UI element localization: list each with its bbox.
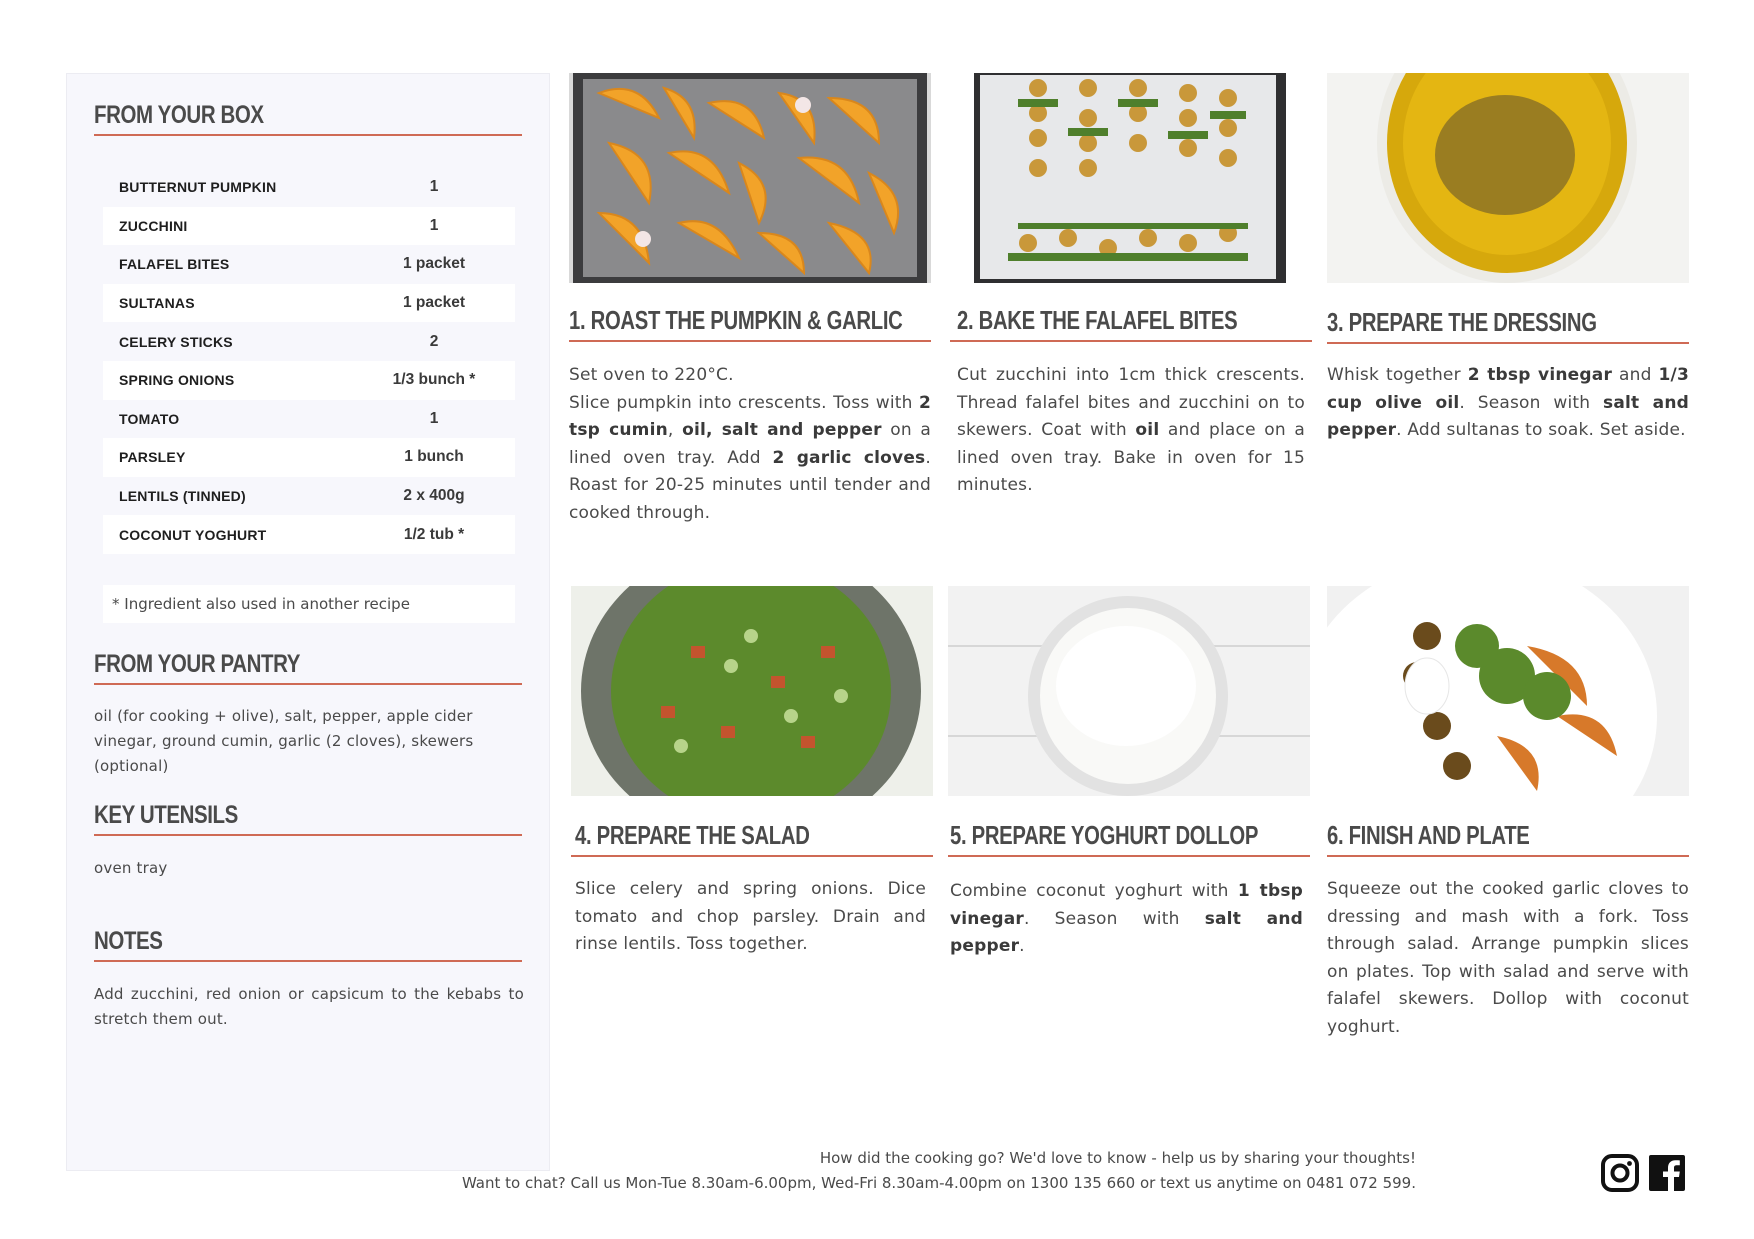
ingredient-quantity: 1: [429, 216, 439, 234]
ingredient-quantity: 2: [429, 332, 439, 350]
step-6-photo-plated-dish: [1327, 586, 1689, 796]
ingredient-row: [103, 400, 515, 439]
ingredient-note: * Ingredient also used in another recipe: [103, 585, 515, 623]
ingredient-name: CELERY STICKS: [119, 333, 233, 350]
ingredient-quantity: 1/2 tub *: [403, 525, 465, 543]
facebook-icon[interactable]: [1648, 1154, 1686, 1192]
ingredient-name: SULTANAS: [119, 295, 195, 312]
utensils-text: oven tray: [94, 859, 168, 877]
contact-info: Want to chat? Call us Mon-Tue 8.30am-6.00pm, Wed-Fri 8.30am-4.00pm on 1300 135 660 or text us anytime on 0481 072 599.: [461, 1174, 1416, 1192]
ingredient-quantity: 1 bunch: [404, 448, 464, 466]
section-divider: [94, 134, 522, 136]
from-your-box-heading: FROM YOUR BOX: [94, 101, 264, 129]
emphasised-text: oil, salt and pepper: [682, 420, 882, 440]
step-4-title: 4. PREPARE THE SALAD: [575, 820, 810, 850]
instruction-text: . Add sultanas to soak. Set aside.: [1396, 420, 1686, 440]
instruction-text: Slice pumpkin into crescents. Toss with: [569, 392, 919, 413]
instruction-text: on a lined oven tray. Add: [569, 420, 931, 468]
step-4-instructions: [575, 876, 926, 959]
emphasised-text: 2 garlic cloves: [772, 447, 926, 468]
ingredient-quantity: 1 packet: [402, 255, 466, 273]
instruction-text: . Season with: [1023, 908, 1205, 929]
ingredient-table: [103, 168, 515, 554]
step-1-photo-roast-pumpkin: [569, 73, 931, 283]
instruction-text: Combine coconut yoghurt with: [950, 881, 1238, 901]
instruction-text: and place on a lined oven tray. Bake in oven for 15 minutes.: [957, 420, 1305, 495]
ingredient-row: [103, 207, 515, 246]
instruction-text: ,: [667, 420, 683, 440]
section-divider: [94, 960, 522, 962]
step-6-instructions: [1327, 876, 1689, 1041]
instruction-text: .: [1019, 936, 1025, 956]
instruction-text: and: [1612, 365, 1659, 385]
step-3-title: 3. PREPARE THE DRESSING: [1327, 307, 1597, 337]
instruction-text: . Roast for 20-25 minutes until tender and cooked through.: [569, 447, 931, 523]
notes-heading: NOTES: [94, 927, 163, 955]
instagram-icon[interactable]: [1601, 1154, 1639, 1192]
step-1-instructions: [569, 362, 931, 527]
ingredient-quantity: 2 x 400g: [403, 487, 465, 505]
section-divider: [94, 834, 522, 836]
step-1-title: 1. ROAST THE PUMPKIN & GARLIC: [569, 305, 903, 335]
ingredient-row: [103, 515, 515, 554]
instruction-text: Squeeze out the cooked garlic cloves to dressing and mash with a fork. Toss through salad. Arrange pumpkin slices on plates. Top with salad and serve with falafel skewers. Dollop with coconut yoghurt.: [1327, 879, 1689, 1037]
step-divider: [569, 340, 931, 342]
from-your-pantry-heading: FROM YOUR PANTRY: [94, 650, 301, 678]
step-divider: [948, 855, 1310, 857]
step-5-title: 5. PREPARE YOGHURT DOLLOP: [950, 820, 1259, 850]
section-divider: [94, 683, 522, 685]
step-3-photo-dressing: [1327, 73, 1689, 283]
step-divider: [950, 340, 1312, 342]
feedback-prompt: How did the cooking go? We'd love to know - help us by sharing your thoughts!: [819, 1149, 1416, 1167]
step-divider: [571, 855, 933, 857]
ingredient-name: FALAFEL BITES: [119, 256, 230, 273]
ingredient-quantity: 1: [429, 409, 439, 427]
step-2-instructions: [957, 362, 1305, 500]
ingredient-row: [103, 284, 515, 323]
ingredient-name: BUTTERNUT PUMPKIN: [119, 179, 277, 196]
ingredient-row: [103, 438, 515, 477]
step-3-instructions: [1327, 362, 1689, 445]
step-5-photo-yoghurt: [948, 586, 1310, 796]
instruction-text: Slice celery and spring onions. Dice tomato and chop parsley. Drain and rinse lentils. Toss together.: [575, 879, 926, 954]
emphasised-text: salt and pepper: [950, 908, 1304, 956]
instruction-text: Cut zucchini into 1cm thick crescents. Thread falafel bites and zucchini on to skewers. Coat with: [957, 365, 1305, 440]
ingredient-name: COCONUT YOGHURT: [119, 526, 267, 543]
step-2-photo-falafel-skewers: [948, 73, 1310, 283]
step-2-title: 2. BAKE THE FALAFEL BITES: [957, 305, 1238, 335]
step-5-instructions: [950, 878, 1303, 961]
emphasised-text: 1/3 cup olive oil: [1327, 365, 1689, 413]
ingredient-row: [103, 361, 515, 400]
ingredient-name: TOMATO: [119, 410, 180, 427]
notes-text: Add zucchini, red onion or capsicum to the kebabs to stretch them out.: [94, 985, 524, 1028]
ingredient-row: [103, 245, 515, 284]
ingredient-quantity: 1/3 bunch *: [392, 371, 476, 389]
ingredient-row: [103, 322, 515, 361]
emphasised-text: salt and pepper: [1327, 392, 1689, 440]
ingredient-name: SPRING ONIONS: [119, 372, 235, 389]
ingredient-name: ZUCCHINI: [119, 217, 188, 234]
step-divider: [1327, 342, 1689, 344]
ingredients-panel: [66, 73, 550, 1171]
step-divider: [1327, 855, 1689, 857]
key-utensils-heading: KEY UTENSILS: [94, 801, 238, 829]
ingredient-name: LENTILS (TINNED): [119, 488, 246, 505]
ingredient-name: PARSLEY: [119, 449, 186, 466]
emphasised-text: 1 tbsp vinegar: [950, 881, 1304, 929]
instruction-text: Set oven to 220°C.: [569, 365, 734, 385]
step-4-photo-salad: [571, 586, 933, 796]
ingredient-row: [103, 477, 515, 516]
emphasised-text: oil: [1135, 420, 1160, 440]
ingredient-row: [103, 168, 515, 207]
emphasised-text: 2 tbsp vinegar: [1467, 365, 1613, 385]
ingredient-quantity: 1: [429, 178, 439, 196]
pantry-text: oil (for cooking + olive), salt, pepper, apple cider vinegar, ground cumin, garlic (2 cloves), skewers (optional): [94, 707, 474, 775]
ingredient-quantity: 1 packet: [402, 294, 466, 312]
emphasised-text: 2 tsp cumin: [569, 392, 931, 440]
step-6-title: 6. FINISH AND PLATE: [1327, 820, 1530, 850]
instruction-text: . Season with: [1459, 392, 1604, 413]
instruction-text: Whisk together: [1327, 365, 1468, 385]
